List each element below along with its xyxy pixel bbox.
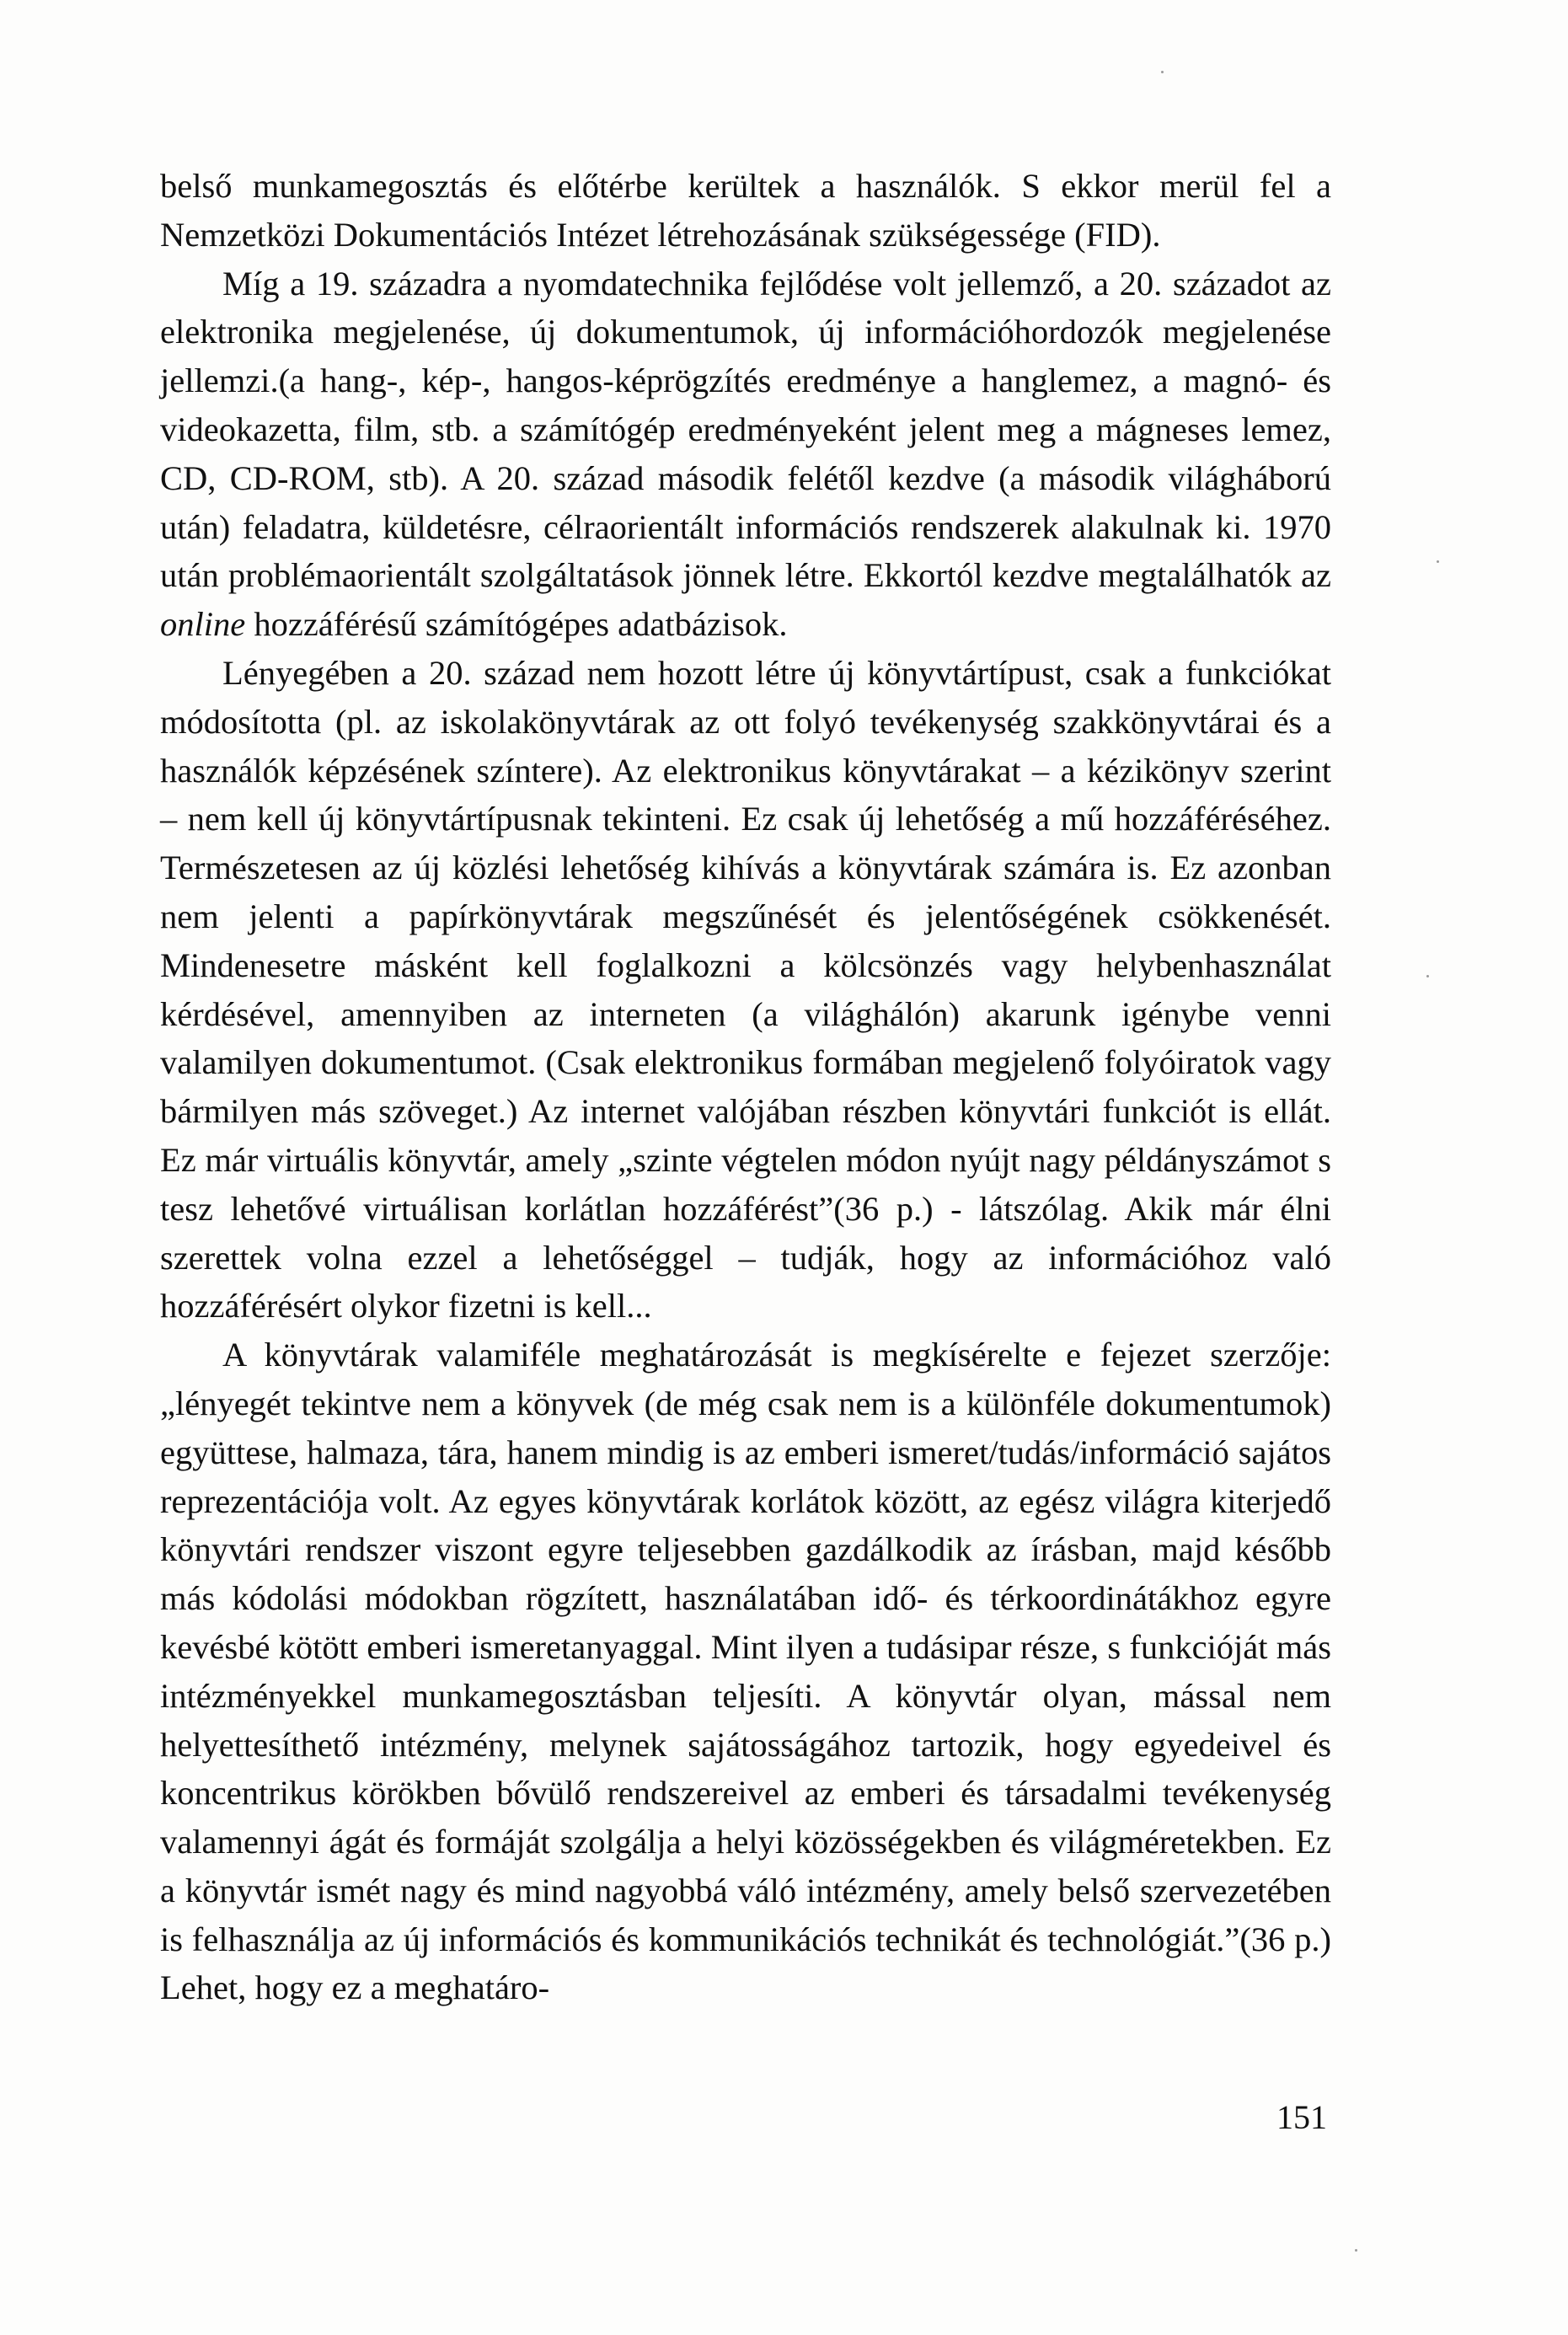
paragraph-4-text: A könyvtárak valamiféle meghatározását is megkísérelte e fejezet szerzője: „lényegét tekintve nem a könyvek (de még csak nem is a különféle dokumentumok) együttese, halmaza, tára, hanem mindig is az emberi ismeret/tudás/információ sajátos reprezentációja volt. Az egyes könyvtárak korlátok között, az egész világra kiterjedő könyvtári rendszer viszont egyre teljesebben gazdálkodik az írásban, majd később más kódolási módokban rögzített, használatában idő- és térkoordinátákhoz egyre kevésbé kötött emberi ismeretanyaggal. Mint ilyen a tudásipar része, s funkcióját más intézményekkel munkamegosztásban teljesíti. A könyvtár olyan, mással nem helyettesíthető intézmény, melynek sajátosságához tartozik, hogy egyedeivel és koncentrikus körökben bővülő rendszereivel az emberi és társadalmi tevékenység valamennyi ágát és formáját szolgálja a helyi közösségekben és világméretekben. Ez a könyvtár ismét nagy és mind nagyobbá váló intézmény, amely belső szervezetében is felhasználja az új információs és kommunikációs technikát és technológiát.”(36 p.) Lehet, hogy ez a meghatáro- xyxy=(160,1336,1331,2007)
scan-speck xyxy=(1161,71,1164,73)
scan-speck xyxy=(1426,975,1429,977)
paragraph-2-text-end: hozzáférésű számítógépes adatbázisok. xyxy=(245,605,788,644)
paragraph-2-text: Míg a 19. századra a nyomdatechnika fejlődése volt jellemző, a 20. századot az elektronika megjelenése, új dokumentumok, új információhordozók megjelenése jellemzi.(a hang-, kép-, hangos-képrögzítés eredménye a hanglemez, a magnó- és videokazetta, film, stb. a számítógép eredményeként jelent meg a mágneses lemez, CD, CD-ROM, stb). A 20. század második felétől kezdve (a második világháború után) feladatra, küldetésre, célraorientált információs rendszerek alakulnak ki. 1970 után problémaorientált szolgáltatások jönnek létre. Ekkortól kezdve megtalálhatók az xyxy=(160,264,1331,595)
paragraph-4 xyxy=(160,1331,1331,2012)
paragraph-1-text: belső munkamegosztás és előtérbe kerültek a használók. S ekkor merül fel a Nemzetközi Dokumentációs Intézet létrehozásának szükségessége (FID). xyxy=(160,167,1331,254)
paragraph-3 xyxy=(160,649,1331,1331)
scan-speck xyxy=(1437,560,1439,563)
paragraph-1 xyxy=(160,162,1331,260)
body-text xyxy=(160,162,1331,2012)
paragraph-3-text: Lényegében a 20. század nem hozott létre új könyvtártípust, csak a funkciókat módosította (pl. az iskolakönyvtárak az ott folyó tevékenység szakkönyvtárai és a használók képzésének színtere). Az elektronikus könyvtárakat – a kézikönyv szerint – nem kell új könyvtártípusnak tekinteni. Ez csak új lehetőség a mű hozzáféréséhez. Természetesen az új közlési lehetőség kihívás a könyvtárak számára is. Ez azonban nem jelenti a papírkönyvtárak megszűnését és jelentőségének csökkenését. Mindenesetre másként kell foglalkozni a kölcsönzés vagy helybenhasználat kérdésével, amennyiben az interneten (a világhálón) akarunk igénybe venni valamilyen dokumentumot. (Csak elektronikus formában megjelenő folyóiratok vagy bármilyen más szöveget.) Az internet valójában részben könyvtári funkciót is ellát. Ez már virtuális könyvtár, amely „szinte végtelen módon nyújt nagy példányszámot s tesz lehetővé virtuálisan korlátlan hozzáférést”(36 p.) - látszólag. Akik már élni szerettek volna ezzel a lehetőséggel – tudják, hogy az információhoz való hozzáférésért olykor fizetni is kell... xyxy=(160,653,1331,1325)
scan-speck xyxy=(1355,2249,1357,2252)
page-number: 151 xyxy=(1276,2098,1327,2136)
paragraph-2 xyxy=(160,260,1331,649)
emphasis-online: online xyxy=(160,605,246,644)
